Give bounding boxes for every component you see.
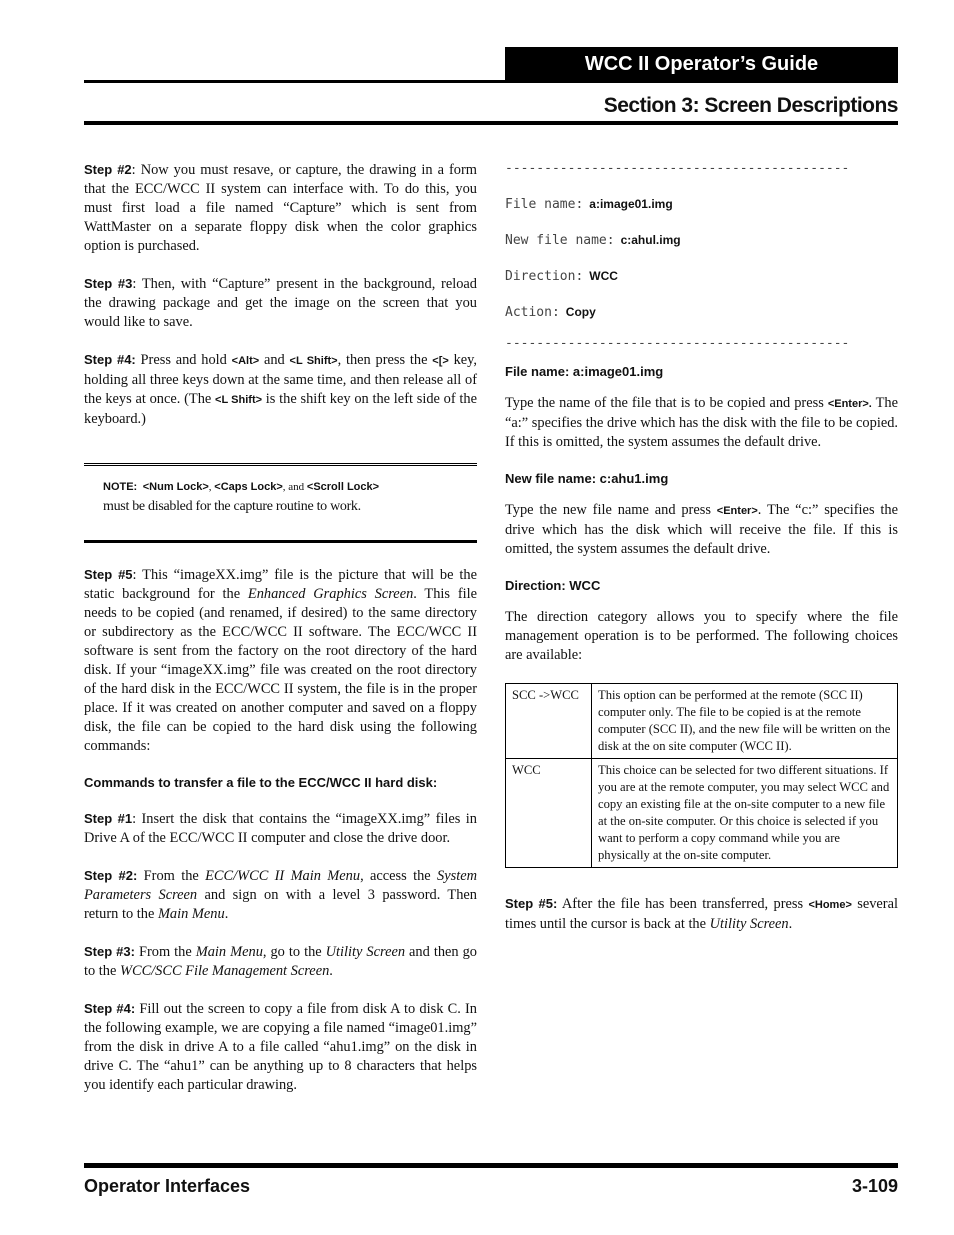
screen-row-new-file-name: New file name: c:ahul.img [505,233,681,248]
command-step3: Step #3: From the Main Menu, go to the Utility Screen and then go to the WCC/SCC File Management Screen. [84,944,477,979]
direction-heading: Direction: WCC [505,578,601,593]
table-row [506,759,898,868]
direction-paragraph: The direction category allows you to specify where the file management operation is to be performed. The following choices are available: [505,609,898,663]
step-label: Step #2: [84,868,138,883]
note-label: NOTE: [103,481,138,493]
screen-divider: -------------------------------------------- [505,336,850,351]
commands-heading: Commands to transfer a file to the ECC/WCC II hard disk: [84,775,438,790]
step-label: Step #4: [84,1001,136,1016]
step-label: Step #1 [84,811,133,826]
screen-row-action: Action: Copy [505,305,596,320]
step5-paragraph: Step #5: This “imageXX.img” file is the picture that will be the static background for the Enhanced Graphics Screen. This file needs to be copied (and renamed, if desired) to the same directory or subdirectory as the ECC/WCC II software. The ECC/WCC II software is sent from the factory on the root directory of the hard disk. If your “imageXX.img” file was created on the root directory of the hard disk in the ECC/WCC II system, the file is in the proper place. If it was created on another computer and saved on a floppy disk, the file can be copied to the hard disk using the following commands: [84,567,478,754]
table-cell-option: WCC [506,759,592,868]
key-bracket: <[> [432,355,449,367]
new-file-name-paragraph: Type the new file name and press <Enter>. The “c:” specifies the drive which has the disk which will receive the file. If this is omitted, the system assumes the default drive. [505,502,898,557]
key-l-shift: <L Shift> [215,394,263,406]
step-label: Step #3: [84,944,135,959]
table-cell-description: This option can be performed at the remote (SCC II) computer only. The file to be copied is at the remote computer (SCC II), and the new file will be written on the disk at the on site computer (WCC II). [592,684,898,759]
step-label: Step #5: [505,896,558,911]
command-step2: Step #2: From the ECC/WCC II Main Menu, access the System Parameters Screen and sign on with a level 3 password. Then return to the Main Menu. [84,868,477,922]
step-label: Step #2 [84,162,132,177]
direction-value: WCC [589,269,618,283]
table-cell-description: This choice can be selected for two different situations. If you are at the remote computer, you may select WCC and copy an existing file at the on-site computer to a new file at the on-site computer. Or this choice is selected if you want to perform a copy command while you are physically at the on-site computer. [592,759,898,868]
note-text: must be disabled for the capture routine to work. [103,499,361,514]
direction-choices-table [505,683,898,868]
new-file-name-heading: New file name: c:ahu1.img [505,471,669,486]
step-label: Step #3 [84,276,133,291]
step3-paragraph: Step #3: Then, with “Capture” present in the background, reload the drawing package and get the image on the screen that you would like to save. [84,276,477,330]
file-name-paragraph: Type the name of the file that is to be copied and press <Enter>. The “a:” specifies the drive which has the disk with the file to be copied. If this is omitted, the system assumes the default drive. [505,395,898,450]
section-title: Section 3: Screen Descriptions [603,94,898,117]
section-rule [84,121,898,125]
guide-title: WCC II Operator’s Guide [584,53,819,75]
key-l-shift: <L Shift> [289,355,338,367]
command-step1: Step #1: Insert the disk that contains the “imageXX.img” files in Drive A of the ECC/WCC II computer and close the drive door. [84,811,477,846]
footer-section-name: Operator Interfaces [84,1176,251,1196]
screen-row-direction: Direction: WCC [505,269,618,284]
command-step4: Step #4: Fill out the screen to copy a file from disk A to disk C. In the following example, we are copying a file named “image01.img” from the disk in drive A to a file called “ahu1.img” on the disk in drive C. The “ahu1” can be anything up to 8 characters that helps you identify each particular drawing. [84,1001,478,1093]
key-alt: <Alt> [231,355,260,367]
step4-paragraph: Step #4: Press and hold <Alt> and <L Shift>, then press the <[> key, holding all three keys down at the same time, and then release all of the keys at once. (The <L Shift> is the shift key on the left side of the keyboard.) [84,352,478,427]
new-file-name-value: c:ahul.img [620,233,681,247]
file-name-heading: File name: a:image01.img [505,364,664,379]
final-step5-paragraph: Step #5: After the file has been transferred, press <Home> several times until the cursor is back at the Utility Screen. [505,896,898,932]
table-row [506,684,898,759]
right-column [505,160,898,952]
page-number: 3-109 [851,1176,898,1196]
file-management-screen [505,160,898,363]
screen-row-file-name: File name: a:image01.img [505,197,673,212]
footer-rule [84,1163,898,1168]
guide-title-bar [505,47,898,81]
table-cell-option: SCC ->WCC [506,684,592,759]
step-label: Step #4: [84,352,136,367]
screen-divider: -------------------------------------------- [505,161,850,176]
left-column [84,160,477,1113]
note-keys: NOTE: <Num Lock>, <Caps Lock>, and <Scroll Lock> [103,481,380,493]
file-name-value: a:image01.img [589,197,673,211]
action-value: Copy [565,305,596,319]
step-label: Step #5 [84,567,133,582]
note-box [84,463,477,543]
header-rule [84,80,898,83]
step2-paragraph: Step #2: Now you must resave, or capture, the drawing in a form that the ECC/WCC II system can interface with. To do this, you must first load a file named “Capture” which is sent from WattMaster on a separate floppy disk when the color graphics option is purchased. [84,162,477,254]
